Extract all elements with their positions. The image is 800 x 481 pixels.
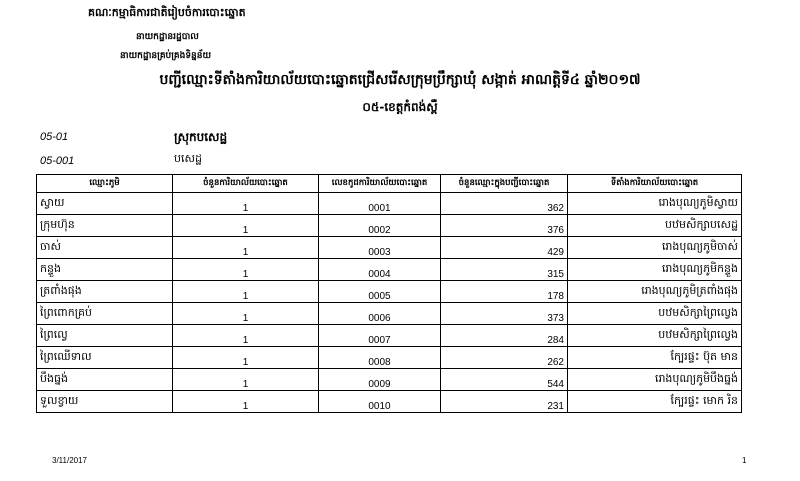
table-row [37, 303, 742, 325]
village-name: ព្រៃឈើទាល [37, 347, 173, 369]
voter-count: 429 [441, 237, 568, 259]
station-code: 0002 [319, 215, 441, 237]
station-location: បឋមសិក្សាព្រៃល្វេង [568, 303, 742, 325]
village-name: ទួលខ្វាយ [37, 391, 173, 413]
column-header-village: ឈ្មោះភូមិ [37, 175, 173, 193]
table-row [37, 259, 742, 281]
voter-count: 376 [441, 215, 568, 237]
station-code: 0009 [319, 369, 441, 391]
station-location: រោងបុណ្យភូមិចាស់ [568, 237, 742, 259]
station-count: 1 [173, 215, 319, 237]
station-code: 0010 [319, 391, 441, 413]
station-code: 0001 [319, 193, 441, 215]
voter-count: 362 [441, 193, 568, 215]
station-count: 1 [173, 325, 319, 347]
station-location: បឋមសិក្សាបសេដ្ឋ [568, 215, 742, 237]
column-header-voter-count: ចំនួនឈ្មោះក្នុងបញ្ជីបោះឆ្នោត [441, 175, 568, 193]
table-row [37, 391, 742, 413]
commune-name: បសេដ្ឋ [174, 152, 202, 165]
district-name: ស្រុកបសេដ្ឋ [174, 130, 228, 144]
commune-code: 05-001 [40, 155, 75, 167]
voter-count: 262 [441, 347, 568, 369]
station-code: 0003 [319, 237, 441, 259]
table-row [37, 281, 742, 303]
station-count: 1 [173, 259, 319, 281]
village-name: ស្វាយ [37, 193, 173, 215]
page-number: 1 [742, 456, 747, 465]
station-code: 0006 [319, 303, 441, 325]
column-header-station-count: ចំនួនការិយាល័យបោះឆ្នោត [173, 175, 319, 193]
village-name: ព្រៃពោកគ្រប់ [37, 303, 173, 325]
polling-station-table [36, 174, 742, 413]
station-count: 1 [173, 369, 319, 391]
station-count: 1 [173, 347, 319, 369]
table-row [37, 215, 742, 237]
station-location: រោងបុណ្យភូមិកន្ទួង [568, 259, 742, 281]
voter-count: 373 [441, 303, 568, 325]
district-code: 05-01 [40, 131, 69, 143]
station-location: រោងបុណ្យភូមិបឹងធ្នង់ [568, 369, 742, 391]
village-name: ព្រៃល្វេ [37, 325, 173, 347]
station-count: 1 [173, 303, 319, 325]
province-heading: ០៥-ខេត្តកំពង់ស្ពឺ [362, 100, 438, 114]
voter-count: 544 [441, 369, 568, 391]
table-row [37, 347, 742, 369]
station-count: 1 [173, 237, 319, 259]
table-row [37, 325, 742, 347]
organization-name: គណៈកម្មាធិការជាតិរៀបចំការបោះឆ្នោត [88, 6, 246, 19]
station-code: 0008 [319, 347, 441, 369]
print-date: 3/11/2017 [52, 456, 87, 465]
station-code: 0007 [319, 325, 441, 347]
station-location: ក្បែរផ្ទះ ប៊ុត មាន [568, 347, 742, 369]
station-location: ក្បែរផ្ទះ មោក រិន [568, 391, 742, 413]
village-name: កន្ទួង [37, 259, 173, 281]
station-count: 1 [173, 391, 319, 413]
station-location: រោងបុណ្យភូមិស្វាយ [568, 193, 742, 215]
voter-count: 284 [441, 325, 568, 347]
village-name: បឹងធ្នង់ [37, 369, 173, 391]
column-header-station-code: លេខកូដការិយាល័យបោះឆ្នោត [319, 175, 441, 193]
table-row [37, 193, 742, 215]
office-name: នាយកដ្ឋានគ្រប់គ្រងទិន្នន័យ [120, 51, 212, 61]
column-header-location: ទីតាំងការិយាល័យបោះឆ្នោត [568, 175, 742, 193]
voter-count: 315 [441, 259, 568, 281]
station-count: 1 [173, 281, 319, 303]
station-code: 0004 [319, 259, 441, 281]
station-count: 1 [173, 193, 319, 215]
voter-count: 231 [441, 391, 568, 413]
station-code: 0005 [319, 281, 441, 303]
department-name: នាយកដ្ឋានរដ្ឋបាល [136, 32, 199, 42]
voter-count: 178 [441, 281, 568, 303]
table-row [37, 237, 742, 259]
village-name: ត្រពាំងផុង [37, 281, 173, 303]
table-row [37, 369, 742, 391]
document-title: បញ្ជីឈ្មោះទីតាំងការិយាល័យបោះឆ្នោតជ្រើសរើសក្រុមប្រឹក្សាឃុំ សង្កាត់ អាណត្តិទី៤ ឆ្នាំ២០១៧ [159, 72, 641, 88]
table-header-row [37, 175, 742, 193]
village-name: ក្រុមហ៊ុន [37, 215, 173, 237]
station-location: បឋមសិក្សាព្រៃល្វេង [568, 325, 742, 347]
station-location: រោងបុណ្យភូមិត្រពាំងផុង [568, 281, 742, 303]
village-name: ចាស់ [37, 237, 173, 259]
